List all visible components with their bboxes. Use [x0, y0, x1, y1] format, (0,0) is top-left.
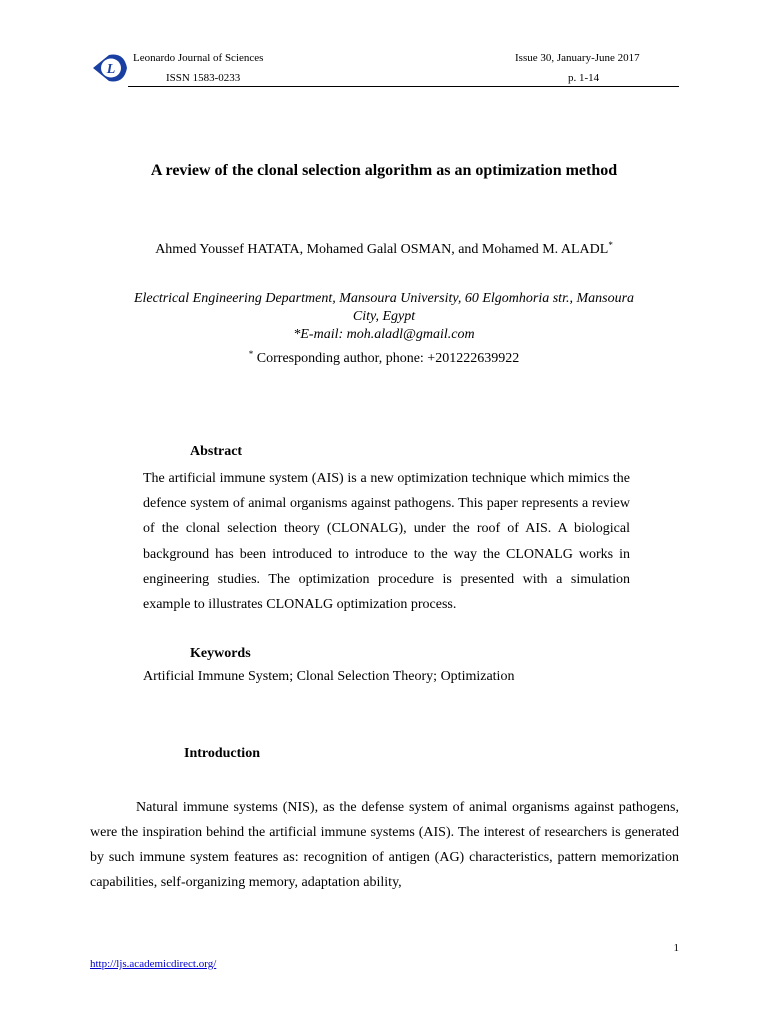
corresponding-author: [0, 350, 768, 368]
issue-info: Issue 30, January-June 2017: [515, 52, 640, 64]
affiliation-line2: City, Egypt: [352, 309, 416, 324]
introduction-heading: Introduction: [184, 746, 260, 761]
journal-logo-icon: [91, 51, 129, 85]
logo-letter: L: [106, 62, 116, 77]
journal-name: Leonardo Journal of Sciences: [133, 52, 264, 64]
page-number: 1: [673, 942, 679, 954]
keywords-text: Artificial Immune System; Clonal Selection Theory; Optimization: [143, 669, 515, 684]
header-divider: [128, 86, 679, 87]
introduction-text: Natural immune systems (NIS), as the defense system of animal organisms against pathogens, were the inspiration behind the artificial immune systems (AIS). The interest of researchers is generated by such immune system features as: recognition of antigen (AG) characteristics, pattern memorization capabilities, self-organizing memory, adaptation ability,: [90, 800, 679, 890]
abstract-heading: Abstract: [190, 444, 243, 459]
journal-website-link[interactable]: http://ljs.academicdirect.org/: [90, 958, 217, 970]
author-email: *E-mail: moh.aladl@gmail.com: [293, 327, 475, 342]
paper-title: A review of the clonal selection algorithm as an optimization method: [150, 162, 618, 179]
authors: [0, 241, 768, 259]
abstract-text: The artificial immune system (AIS) is a new optimization technique which mimics the defence system of animal organisms against pathogens. This paper represents a review of the clonal selection theory (CLONALG), under the roof of AIS. A biological background has been introduced to introduce to the way the CLONALG works in engineering studies. The optimization procedure is presented with a simulation example to illustrates CLONALG optimization process.: [143, 471, 630, 613]
author-marker: *: [608, 240, 613, 250]
issn: ISSN 1583-0233: [166, 72, 241, 84]
affiliation-line1: Electrical Engineering Department, Mansoura University, 60 Elgomhoria str., Mansoura: [133, 291, 635, 306]
authors-names: Ahmed Youssef HATATA, Mohamed Galal OSMAN, and Mohamed M. ALADL: [155, 242, 609, 257]
corresponding-text: Corresponding author, phone: +201222639922: [253, 351, 520, 366]
affiliation: [100, 290, 668, 344]
page-range: p. 1-14: [568, 72, 600, 84]
corresponding-marker: *: [248, 349, 254, 359]
keywords-heading: Keywords: [190, 646, 251, 661]
